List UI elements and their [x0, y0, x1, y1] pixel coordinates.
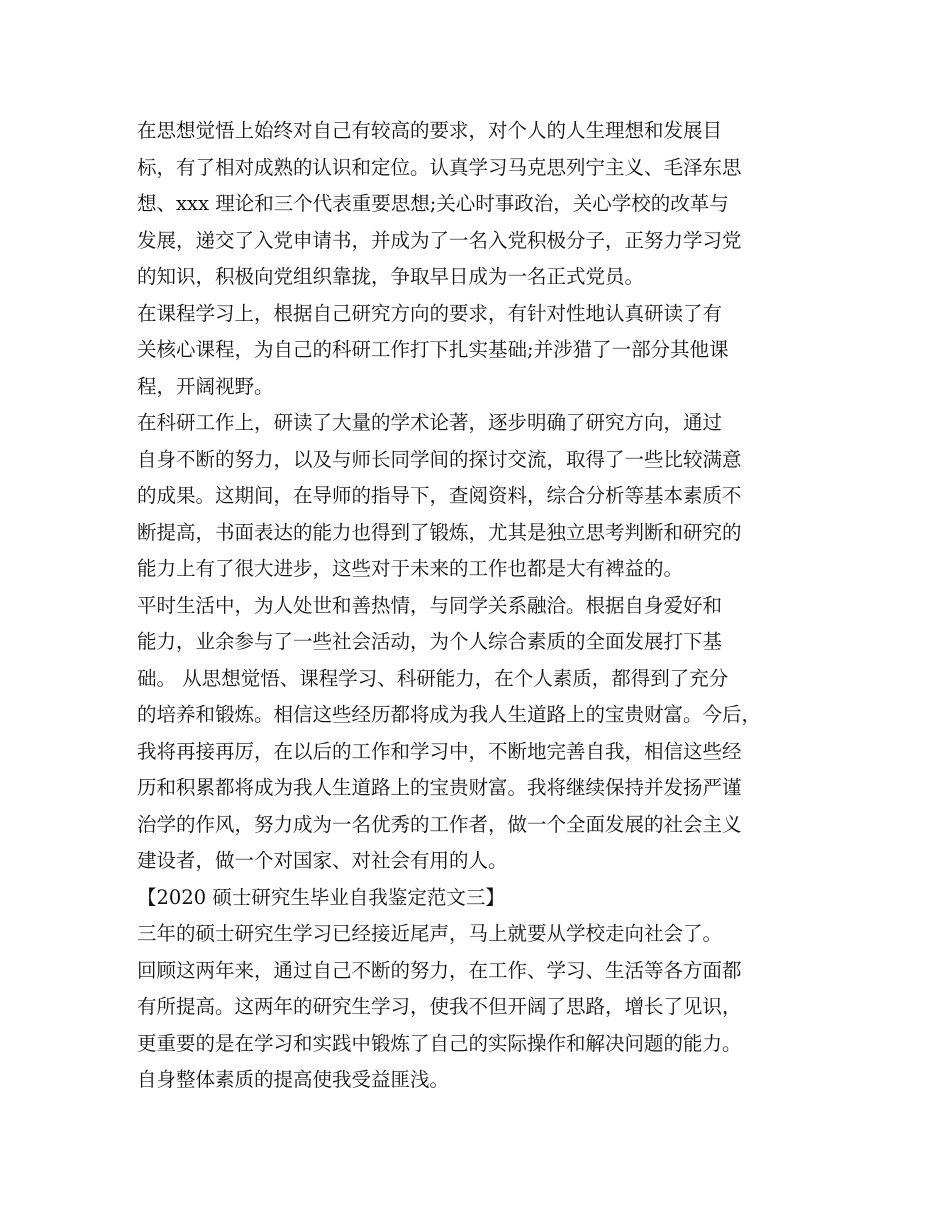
text-line: 历和积累都将成为我人生道路上的宝贵财富。我将继续保持并发扬严谨: [137, 776, 742, 799]
text-line: 在科研工作上，研读了大量的学术论著，逐步明确了研究方向，通过: [137, 411, 723, 434]
text-line: 治学的作风，努力成为一名优秀的工作者，做一个全面发展的社会主义: [137, 812, 742, 836]
text-line: 三年的硕士研究生学习已经接近尾声，马上就要从学校走向社会了。: [137, 922, 723, 945]
text-line: 能力上有了很大进步，这些对于未来的工作也都是大有裨益的。: [137, 557, 684, 580]
text-line: 的培养和锻炼。相信这些经历都将成为我人生道路上的宝贵财富。今后，: [137, 703, 762, 726]
text-line: 程，开阔视野。: [137, 374, 274, 398]
text-line: 想、xxx 理论和三个代表重要思想;关心时事政治，关心学校的改革与: [137, 192, 729, 215]
text-line: 在思想觉悟上始终对自己有较高的要求，对个人的人生理想和发展目: [137, 119, 723, 142]
text-line: 有所提高。这两年的研究生学习，使我不但开阔了思路，增长了见识，: [137, 995, 742, 1018]
text-line: 回顾这两年来，通过自己不断的努力，在工作、学习、生活等各方面都: [137, 958, 742, 982]
text-line: 能力，业余参与了一些社会活动，为个人综合素质的全面发展打下基: [137, 630, 723, 653]
text-line: 断提高，书面表达的能力也得到了锻炼，尤其是独立思考判断和研究的: [137, 520, 742, 544]
text-line: 发展，递交了入党申请书，并成为了一名入党积极分子，正努力学习党: [137, 228, 742, 252]
document-body: [137, 113, 837, 1099]
text-line: 自身整体素质的提高使我受益匪浅。: [137, 1068, 450, 1091]
text-line: 关核心课程，为自己的科研工作打下扎实基础;并涉猎了一部分其他课: [137, 338, 729, 361]
text-line: 自身不断的努力，以及与师长同学间的探讨交流，取得了一些比较满意: [137, 447, 742, 471]
text-line: 的成果。这期间，在导师的指导下，查阅资料，综合分析等基本素质不: [137, 484, 742, 507]
text-line: 的知识，积极向党组织靠拢，争取早日成为一名正式党员。: [137, 265, 645, 288]
text-line: 标，有了相对成熟的认识和定位。认真学习马克思列宁主义、毛泽东思: [137, 155, 742, 179]
text-line: 更重要的是在学习和实践中锻炼了自己的实际操作和解决问题的能力。: [137, 1031, 742, 1055]
text-line: 平时生活中，为人处世和善热情，与同学关系融洽。根据自身爱好和: [137, 593, 723, 617]
text-line: 我将再接再厉，在以后的工作和学习中，不断地完善自我，相信这些经: [137, 739, 742, 763]
text-line: 础。 从思想觉悟、课程学习、科研能力，在个人素质，都得到了充分: [137, 666, 729, 690]
section-heading: 【2020 硕士研究生毕业自我鉴定范文三】: [137, 885, 505, 909]
text-line: 建设者，做一个对国家、对社会有用的人。: [137, 849, 508, 872]
text-line: 在课程学习上，根据自己研究方向的要求，有针对性地认真研读了有: [137, 301, 723, 325]
